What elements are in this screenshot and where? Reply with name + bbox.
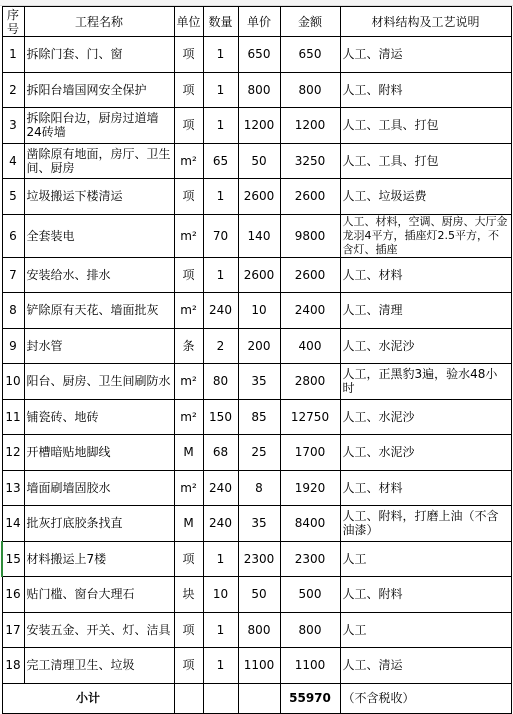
- cell-unit[interactable]: m²: [174, 143, 203, 179]
- table-row: [2, 470, 511, 506]
- cell-amount[interactable]: 500: [280, 577, 340, 613]
- table-row: [2, 435, 511, 471]
- cell-index[interactable]: 14: [2, 506, 24, 542]
- table-row: [2, 328, 511, 364]
- cell-index[interactable]: 9: [2, 328, 24, 364]
- cell-unit[interactable]: M: [174, 506, 203, 542]
- cell-index[interactable]: 10: [2, 364, 24, 400]
- subtotal-row: [2, 683, 511, 713]
- cell-project-name[interactable]: 批灰打底胶条找直: [24, 506, 174, 542]
- cell-amount[interactable]: 2600: [280, 179, 340, 215]
- cell-material-note[interactable]: 人工、材料: [340, 470, 511, 506]
- table-row: [2, 541, 511, 577]
- cell-material-note[interactable]: 人工、工具、打包: [340, 143, 511, 179]
- cell-project-name[interactable]: 阳台、厨房、卫生间刷防水: [24, 364, 174, 400]
- cell-unit[interactable]: m²: [174, 399, 203, 435]
- cell-amount[interactable]: 8400: [280, 506, 340, 542]
- cell-unit-price[interactable]: 35: [238, 364, 280, 400]
- cell-project-name[interactable]: 拆除阳台边，厨房过道墙24砖墙: [24, 108, 174, 144]
- cell-material-note[interactable]: 人工、附料: [340, 72, 511, 108]
- cell-material-note[interactable]: 人工、水泥沙: [340, 328, 511, 364]
- cell-unit[interactable]: 条: [174, 328, 203, 364]
- cell-unit[interactable]: 项: [174, 648, 203, 684]
- subtotal-qty-cell[interactable]: [203, 683, 238, 713]
- cell-unit[interactable]: 项: [174, 612, 203, 648]
- cell-unit[interactable]: 块: [174, 577, 203, 613]
- cell-project-name[interactable]: 贴门槛、窗台大理石: [24, 577, 174, 613]
- table-row: [2, 293, 511, 329]
- cell-project-name[interactable]: 安装给水、排水: [24, 257, 174, 293]
- cell-unit-price[interactable]: 800: [238, 72, 280, 108]
- cell-amount[interactable]: 2400: [280, 293, 340, 329]
- cell-index[interactable]: 16: [2, 577, 24, 613]
- cell-index[interactable]: 8: [2, 293, 24, 329]
- cell-amount[interactable]: 400: [280, 328, 340, 364]
- cell-material-note[interactable]: 人工、清运: [340, 37, 511, 73]
- cell-unit-price[interactable]: 10: [238, 293, 280, 329]
- subtotal-amount[interactable]: 55970: [280, 683, 340, 713]
- cell-quantity[interactable]: 1: [203, 257, 238, 293]
- cell-index[interactable]: 1: [2, 37, 24, 73]
- cell-quantity[interactable]: 10: [203, 577, 238, 613]
- cell-unit[interactable]: m²: [174, 470, 203, 506]
- cell-quantity[interactable]: 240: [203, 293, 238, 329]
- cell-unit-price[interactable]: 200: [238, 328, 280, 364]
- cell-unit-price[interactable]: 800: [238, 612, 280, 648]
- cell-quantity[interactable]: 1: [203, 108, 238, 144]
- cell-amount[interactable]: 1920: [280, 470, 340, 506]
- cell-material-note[interactable]: 人工、清运: [340, 648, 511, 684]
- cell-unit-price[interactable]: 650: [238, 37, 280, 73]
- cell-material-note[interactable]: 人工、材料: [340, 257, 511, 293]
- cell-amount[interactable]: 1700: [280, 435, 340, 471]
- table-row: [2, 214, 511, 257]
- table-row: [2, 257, 511, 293]
- cell-material-note[interactable]: 人工、水泥沙: [340, 399, 511, 435]
- cell-quantity[interactable]: 2: [203, 328, 238, 364]
- cell-material-note[interactable]: 人工、水泥沙: [340, 435, 511, 471]
- cell-amount[interactable]: 2600: [280, 257, 340, 293]
- cell-quantity[interactable]: 65: [203, 143, 238, 179]
- cell-amount[interactable]: 3250: [280, 143, 340, 179]
- cell-project-name[interactable]: 安装五金、开关、灯、洁具: [24, 612, 174, 648]
- cell-material-note[interactable]: 人工、附料: [340, 577, 511, 613]
- cell-project-name[interactable]: 墙面刷墙固胶水: [24, 470, 174, 506]
- cell-index[interactable]: 18: [2, 648, 24, 684]
- cell-index[interactable]: 12: [2, 435, 24, 471]
- cell-quantity[interactable]: 1: [203, 72, 238, 108]
- table-row: [2, 72, 511, 108]
- cell-unit[interactable]: M: [174, 435, 203, 471]
- subtotal-label[interactable]: 小计: [2, 683, 174, 713]
- cell-unit[interactable]: m²: [174, 293, 203, 329]
- header-index[interactable]: 序号: [2, 7, 24, 37]
- cell-project-name[interactable]: 凿除原有地面，房厅、卫生间、厨房: [24, 143, 174, 179]
- cell-index[interactable]: 13: [2, 470, 24, 506]
- subtotal-note[interactable]: （不含税收）: [340, 683, 511, 713]
- cell-index[interactable]: 17: [2, 612, 24, 648]
- cell-project-name[interactable]: 铺瓷砖、地砖: [24, 399, 174, 435]
- cell-unit-price[interactable]: 35: [238, 506, 280, 542]
- table-row: [2, 364, 511, 400]
- cell-material-note[interactable]: 人工、工具、打包: [340, 108, 511, 144]
- cell-quantity[interactable]: 68: [203, 435, 238, 471]
- cell-unit-price[interactable]: 50: [238, 143, 280, 179]
- cell-material-note[interactable]: 人工，正黑豹3遍，验水48小时: [340, 364, 511, 400]
- table-row: [2, 108, 511, 144]
- cell-amount[interactable]: 2300: [280, 541, 340, 577]
- cell-unit[interactable]: 项: [174, 541, 203, 577]
- cell-unit-price[interactable]: 85: [238, 399, 280, 435]
- cell-index[interactable]: 15: [2, 541, 24, 577]
- cell-material-note[interactable]: 人工、清理: [340, 293, 511, 329]
- header-project-name[interactable]: 工程名称: [24, 7, 174, 37]
- cell-unit-price[interactable]: 140: [238, 214, 280, 257]
- cell-unit[interactable]: 项: [174, 37, 203, 73]
- table-row: [2, 648, 511, 684]
- cell-quantity[interactable]: 1: [203, 179, 238, 215]
- cell-material-note[interactable]: 人工: [340, 541, 511, 577]
- cell-unit-price[interactable]: 2300: [238, 541, 280, 577]
- cell-index[interactable]: 11: [2, 399, 24, 435]
- cell-material-note[interactable]: 人工、材料，空调、厨房、大厅金龙羽4平方，插座灯2.5平方，不含灯、插座: [340, 214, 511, 257]
- cell-quantity[interactable]: 240: [203, 506, 238, 542]
- cell-project-name[interactable]: 材料搬运上7楼: [24, 541, 174, 577]
- cell-project-name[interactable]: 拆除门套、门、窗: [24, 37, 174, 73]
- cell-project-name[interactable]: 铲除原有天花、墙面批灰: [24, 293, 174, 329]
- subtotal-unit-cell[interactable]: [174, 683, 203, 713]
- cell-amount[interactable]: 800: [280, 72, 340, 108]
- cell-project-name[interactable]: 开槽暗贴地脚线: [24, 435, 174, 471]
- cell-amount[interactable]: 800: [280, 612, 340, 648]
- cell-amount[interactable]: 12750: [280, 399, 340, 435]
- cell-project-name[interactable]: 完工清理卫生、垃圾: [24, 648, 174, 684]
- cell-quantity[interactable]: 150: [203, 399, 238, 435]
- cell-unit[interactable]: m²: [174, 214, 203, 257]
- table-row: [2, 179, 511, 215]
- table-row: [2, 612, 511, 648]
- cell-unit-price[interactable]: 8: [238, 470, 280, 506]
- cell-unit-price[interactable]: 25: [238, 435, 280, 471]
- header-unit[interactable]: 单位: [174, 7, 203, 37]
- table-row: [2, 37, 511, 73]
- cell-unit-price[interactable]: 1100: [238, 648, 280, 684]
- table-row: [2, 143, 511, 179]
- cell-unit[interactable]: 项: [174, 72, 203, 108]
- header-unit-price[interactable]: 单价: [238, 7, 280, 37]
- header-quantity[interactable]: 数量: [203, 7, 238, 37]
- cell-quantity[interactable]: 1: [203, 648, 238, 684]
- cell-material-note[interactable]: 人工、附料，打磨上油（不含油漆）: [340, 506, 511, 542]
- cell-unit[interactable]: 项: [174, 108, 203, 144]
- cell-index[interactable]: 2: [2, 72, 24, 108]
- quotation-table: [1, 6, 512, 714]
- cell-unit[interactable]: m²: [174, 364, 203, 400]
- cell-amount[interactable]: 9800: [280, 214, 340, 257]
- cell-index[interactable]: 7: [2, 257, 24, 293]
- cell-index[interactable]: 4: [2, 143, 24, 179]
- cell-unit-price[interactable]: 2600: [238, 179, 280, 215]
- cell-unit-price[interactable]: 2600: [238, 257, 280, 293]
- header-amount[interactable]: 金额: [280, 7, 340, 37]
- cell-unit[interactable]: 项: [174, 257, 203, 293]
- cell-project-name[interactable]: 拆阳台墙国网安全保护: [24, 72, 174, 108]
- cell-amount[interactable]: 1200: [280, 108, 340, 144]
- cell-amount[interactable]: 650: [280, 37, 340, 73]
- cell-quantity[interactable]: 1: [203, 541, 238, 577]
- cell-project-name[interactable]: 垃圾搬运下楼清运: [24, 179, 174, 215]
- cell-unit-price[interactable]: 50: [238, 577, 280, 613]
- cell-amount[interactable]: 1100: [280, 648, 340, 684]
- cell-quantity[interactable]: 80: [203, 364, 238, 400]
- cell-quantity[interactable]: 1: [203, 37, 238, 73]
- cell-project-name[interactable]: 全套装电: [24, 214, 174, 257]
- cell-unit[interactable]: 项: [174, 179, 203, 215]
- cell-material-note[interactable]: 人工: [340, 612, 511, 648]
- table-row: [2, 577, 511, 613]
- cell-index[interactable]: 5: [2, 179, 24, 215]
- header-row: [2, 7, 511, 37]
- cell-project-name[interactable]: 封水管: [24, 328, 174, 364]
- cell-index[interactable]: 6: [2, 214, 24, 257]
- cell-quantity[interactable]: 70: [203, 214, 238, 257]
- table-row: [2, 399, 511, 435]
- cell-amount[interactable]: 2800: [280, 364, 340, 400]
- table-row: [2, 506, 511, 542]
- subtotal-price-cell[interactable]: [238, 683, 280, 713]
- cell-index[interactable]: 3: [2, 108, 24, 144]
- cell-quantity[interactable]: 1: [203, 612, 238, 648]
- cell-unit-price[interactable]: 1200: [238, 108, 280, 144]
- cell-quantity[interactable]: 240: [203, 470, 238, 506]
- header-material-note[interactable]: 材料结构及工艺说明: [340, 7, 511, 37]
- cell-material-note[interactable]: 人工、垃圾运费: [340, 179, 511, 215]
